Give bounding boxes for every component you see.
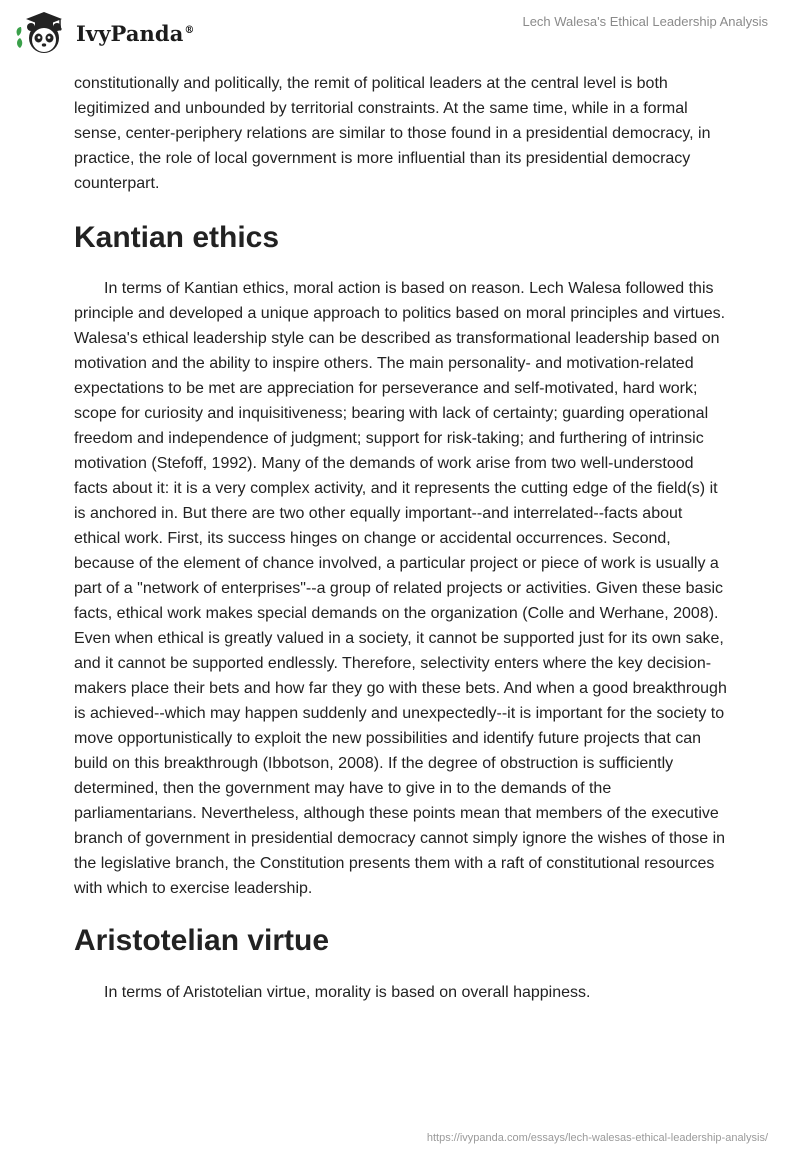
panda-graduation-cap-icon <box>14 8 72 58</box>
aristotelian-virtue-paragraph: In terms of Aristotelian virtue, morality is based on overall happiness. <box>104 984 591 1001</box>
document-title: Lech Walesa's Ethical Leadership Analysis <box>522 14 768 29</box>
brand-name: IvyPanda® <box>76 20 195 46</box>
section-heading-aristotelian-virtue: Aristotelian virtue <box>74 924 330 957</box>
registered-mark: ® <box>184 24 195 36</box>
section-heading-kantian-ethics: Kantian ethics <box>74 221 280 254</box>
page-header <box>0 0 800 72</box>
essay-content <box>74 71 728 1005</box>
source-url[interactable]: https://ivypanda.com/essays/lech-walesas-ethical-leadership-analysis/ <box>426 1132 768 1144</box>
ivypanda-logo[interactable] <box>14 8 195 58</box>
kantian-ethics-paragraph: In terms of Kantian ethics, moral action is based on reason. Lech Walesa followed this principle and developed a unique approach to politics based on moral principles and virtues. Walesa's ethical leadership style can be described as transformational leadership based on motivation and the ability to inspire others. The main personality- and motivation-related expectations to be met are appreciation for perseverance and self-motivated, hard work; scope for curiosity and inquisitiveness; bearing with lack of certainty; guarding operational freedom and independence of judgment; support for risk-taking; and furthering of intrinsic motivation (Stefoff, 1992). Many of the demands of work arise from two well-understood facts about it: it is a very complex activity, and it represents the cutting edge of the field(s) it is anchored in. But there are two other equally important--and interrelated--facts about ethical work. First, its success hinges on change or accidental occurrences. Second, because of the element of chance involved, a particular project or piece of work is usually a part of a "network of enterprises"--a group of related projects or activities. Given these basic facts, ethical work makes special demands on the organization (Colle and Werhane, 2008). Even when ethical is greatly valued in a society, it cannot be supported just for its own sake, and it cannot be supported endlessly. Therefore, selectivity enters where the key decision-makers place their bets and how far they go with these bets. And when a good breakthrough is achieved--which may happen suddenly and unexpectedly--it is important for the society to move opportunistically to exploit the new possibilities and identify future projects that can build on this breakthrough (Ibbotson, 2008). If the degree of obstruction is sufficiently determined, then the government may have to give in to the demands of the parliamentarians. Nevertheless, although these points mean that members of the executive branch of government in presidential democracy cannot simply ignore the wishes of those in the legislative branch, the Constitution presents them with a raft of constitutional resources with which to exercise leadership. <box>74 280 727 897</box>
intro-paragraph: constitutionally and politically, the remit of political leaders at the central level is both legitimized and unbounded by territorial constraints. At the same time, while in a formal sense, center-periphery relations are similar to those found in a presidential democracy, in practice, the role of local government is more influential than its presidential democracy counterpart. <box>74 75 711 192</box>
